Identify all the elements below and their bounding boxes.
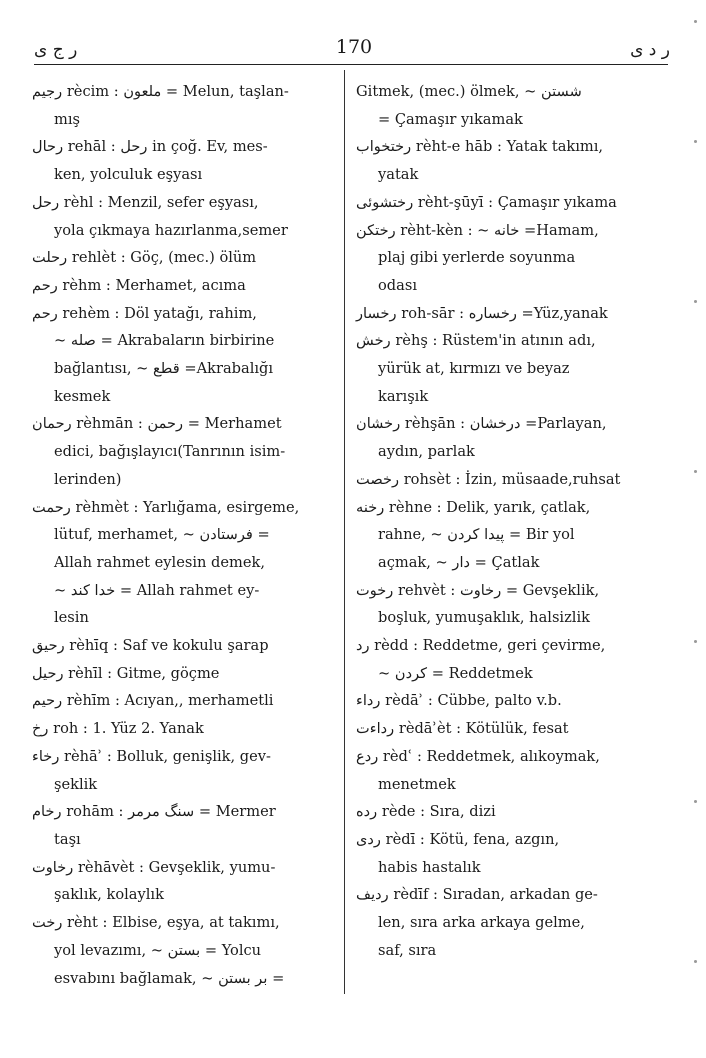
entry-headline: رحال rehāl : رحل in çoğ. Ev, mes-: [32, 138, 268, 156]
dictionary-entry: [356, 798, 662, 826]
entry-headline: ردع rèdʿ : Reddetmek, alıkoymak,: [356, 747, 600, 765]
entry-continuation: = Çamaşır yıkamak: [378, 110, 523, 128]
entry-headline: ردى rèdī : Kötü, fena, azgın,: [356, 830, 560, 848]
entry-continuation: edici, bağışlayıcı(Tanrının isim-: [54, 443, 286, 461]
dictionary-entry: [356, 494, 662, 577]
entry-continuation: şaklık, kolaylık: [54, 886, 164, 904]
entry-continuation: boşluk, yumuşaklık, halsizlik: [378, 609, 590, 627]
entry-continuation: esvabını bağlamak, ~ بر بستن =: [54, 969, 285, 987]
entry-continuation: yürük at, kırmızı ve beyaz: [378, 360, 570, 378]
entry-continuation: plaj gibi yerlerde soyunma: [378, 249, 576, 267]
dictionary-entry: [32, 687, 334, 715]
dictionary-entry: [32, 272, 334, 300]
entry-continuation: açmak, ~ دار = Çatlak: [378, 553, 540, 571]
dictionary-entry: [32, 632, 334, 660]
entry-headline: رده rède : Sıra, dizi: [356, 803, 496, 821]
dictionary-entry: [356, 577, 662, 632]
entry-continuation: karışık: [378, 387, 429, 405]
dictionary-entry: [32, 410, 334, 493]
dictionary-entry: [32, 743, 334, 798]
entry-headline: رجيم rècim : ملعون = Melun, taşlan-: [32, 83, 289, 100]
entry-headline: رداء rèdāʾ : Cübbe, palto v.b.: [356, 692, 562, 710]
header-left-letters: ر ج ى: [34, 40, 78, 60]
entry-headline: رخاوت rèhāvèt : Gevşeklik, yumu-: [32, 858, 276, 876]
entry-headline: رحمت rèhmèt : Yarlığama, esirgeme,: [32, 498, 300, 516]
dictionary-entry: [32, 715, 334, 743]
entry-headline: رحيق rèhīq : Saf ve kokulu şarap: [32, 637, 269, 655]
dictionary-entry: [32, 854, 334, 909]
entry-headline: رخوت rehvèt : رخاوت = Gevşeklik,: [356, 581, 600, 599]
entry-continuation: şeklik: [54, 775, 98, 793]
dictionary-entry: [356, 327, 662, 410]
dictionary-entry: [356, 687, 662, 715]
entry-headline: رديف rèdīf : Sıradan, arkadan ge-: [356, 886, 598, 904]
entry-continuation: ken, yolculuk eşyası: [54, 166, 203, 184]
dictionary-entry: [356, 189, 662, 217]
entry-continuation: saf, sıra: [378, 941, 437, 959]
entry-continuation: lesin: [54, 609, 89, 627]
dictionary-entry: [356, 743, 662, 798]
dictionary-entry: [356, 410, 662, 465]
entry-continuation: Allah rahmet eylesin demek,: [54, 553, 265, 571]
entry-headline: رداءت rèdāʾèt : Kötülük, fesat: [356, 720, 569, 738]
dictionary-entry: [356, 78, 662, 133]
dictionary-entry: [32, 300, 334, 411]
entry-continuation: ~ كردن = Reddetmek: [378, 664, 533, 682]
entry-headline: رد rèdd : Reddetme, geri çevirme,: [356, 637, 606, 655]
dictionary-entry: [356, 217, 662, 300]
right-column: [356, 78, 662, 965]
entry-headline: رخسار roh-sār : رخساره =Yüz,yanak: [356, 304, 608, 322]
dictionary-entry: [356, 826, 662, 881]
dictionary-entry: [356, 881, 662, 964]
dictionary-entry: [32, 244, 334, 272]
dictionary-entry: [356, 300, 662, 328]
entry-headline: رخت rèht : Elbise, eşya, at takımı,: [32, 914, 280, 932]
dictionary-entry: [356, 715, 662, 743]
entry-headline: رحم rehèm : Döl yatağı, rahim,: [32, 304, 257, 322]
entry-headline: Gitmek, (mec.) ölmek, ~ شستن: [356, 83, 582, 100]
entry-headline: رحيم rèhīm : Acıyan,, merhametli: [32, 692, 274, 710]
entry-continuation: lerinden): [54, 470, 122, 488]
dictionary-entry: [32, 189, 334, 244]
header-right-letters: ر د ى: [630, 40, 670, 60]
entry-headline: رختخواب rèht-e hāb : Yatak takımı,: [356, 138, 604, 156]
entry-headline: رحيل rèhīl : Gitme, göçme: [32, 664, 220, 682]
entry-continuation: kesmek: [54, 387, 111, 405]
entry-continuation: habis hastalık: [378, 858, 481, 876]
entry-continuation: odası: [378, 276, 417, 294]
scan-edge-marks: [692, 0, 700, 1058]
entry-continuation: taşı: [54, 830, 81, 848]
entry-continuation: aydın, parlak: [378, 443, 475, 461]
dictionary-entry: [356, 632, 662, 687]
entry-continuation: yol levazımı, ~ بستن = Yolcu: [54, 941, 262, 959]
entry-continuation: yola çıkmaya hazırlanma,semer: [54, 221, 288, 239]
dictionary-entry: [32, 494, 334, 633]
dictionary-entry: [32, 660, 334, 688]
entry-headline: رحلت rehlèt : Göç, (mec.) ölüm: [32, 249, 257, 267]
entry-continuation: bağlantısı, ~ قطع =Akrabalığı: [54, 360, 274, 378]
dictionary-entry: [32, 798, 334, 853]
entry-headline: رخاء rèhāʾ : Bolluk, genişlik, gev-: [32, 747, 271, 765]
entry-headline: رخشان rèhşān : درخشان =Parlayan,: [356, 415, 607, 433]
entry-headline: رخ roh : 1. Yüz 2. Yanak: [32, 720, 204, 738]
dictionary-entry: [356, 133, 662, 188]
dictionary-entry: [356, 466, 662, 494]
entry-headline: رحمان rèhmān : رحمن = Merhamet: [32, 415, 282, 433]
column-divider: [344, 70, 345, 994]
dictionary-entry: [32, 78, 334, 133]
entry-continuation: ~ صله = Akrabaların birbirine: [54, 332, 275, 350]
entry-continuation: ~ خدا كند = Allah rahmet ey-: [54, 581, 260, 599]
entry-continuation: mış: [54, 110, 80, 128]
entry-headline: رخنه rèhne : Delik, yarık, çatlak,: [356, 498, 591, 516]
header-rule: [34, 64, 668, 65]
left-column: [32, 78, 334, 992]
entry-continuation: menetmek: [378, 775, 456, 793]
entry-continuation: len, sıra arka arkaya gelme,: [378, 914, 585, 932]
entry-headline: رختكن rèht-kèn : ~ خانه =Hamam,: [356, 221, 599, 239]
entry-headline: رخام rohām : سنگ مرمر = Mermer: [32, 803, 276, 821]
entry-continuation: lütuf, merhamet, ~ فرستادن =: [54, 526, 270, 544]
entry-continuation: rahne, ~ پيدا كردن = Bir yol: [378, 526, 575, 544]
entry-headline: رخصت rohsèt : İzin, müsaade,ruhsat: [356, 470, 621, 488]
entry-headline: رحم rèhm : Merhamet, acıma: [32, 276, 246, 294]
dictionary-entry: [32, 133, 334, 188]
page-number: 170: [335, 36, 373, 58]
entry-headline: رخش rèhş : Rüstem'in atının adı,: [356, 332, 596, 350]
dictionary-entry: [32, 909, 334, 992]
entry-headline: رختشوئى rèht-şūyī : Çamaşır yıkama: [356, 193, 617, 211]
entry-headline: رحل rèhl : Menzil, sefer eşyası,: [32, 193, 259, 211]
entry-continuation: yatak: [378, 166, 419, 184]
page-header: [0, 34, 706, 64]
